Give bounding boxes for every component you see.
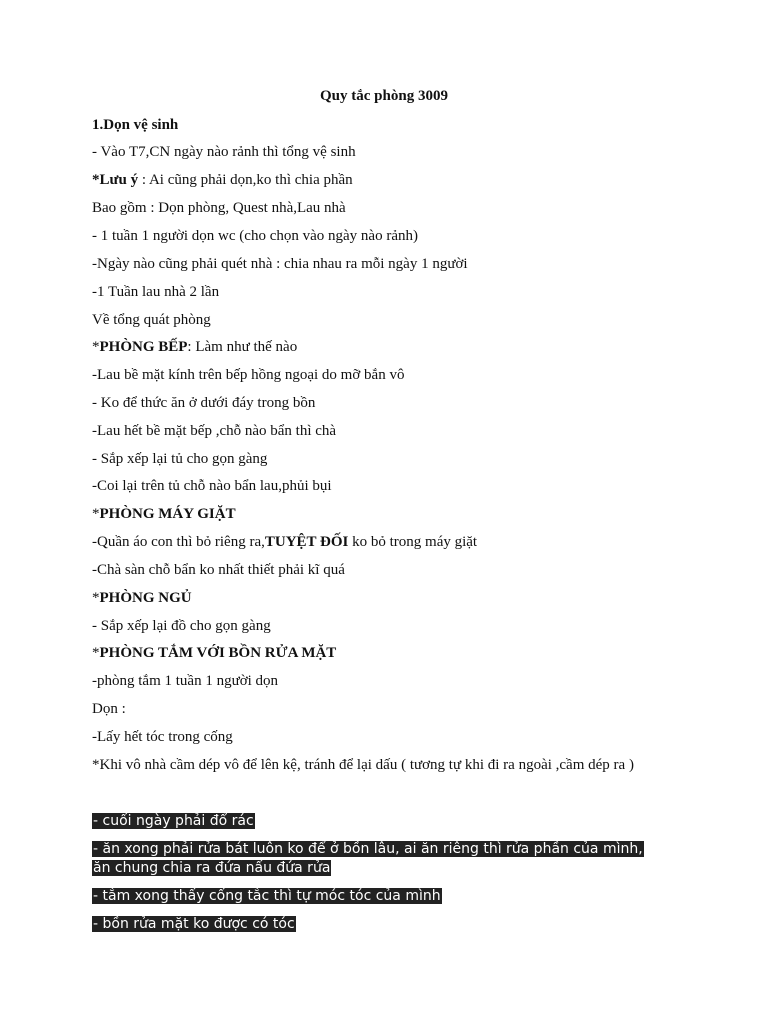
highlighted-rule [92,886,442,906]
highlighted-rule [92,811,255,831]
section-heading-kitchen [92,338,297,356]
highlighted-text: - cuối ngày phải đổ rác [93,813,254,829]
rule-line: -Lau bề mặt kính trên bếp hồng ngoại do mỡ bắn vô [92,367,405,383]
rule-line: - 1 tuần 1 người dọn wc (cho chọn vào ngày nào rảnh) [92,228,418,244]
note-text: : Ai cũng phải dọn,ko thì chia phần [138,172,353,188]
highlighted-rule [92,858,331,878]
highlighted-text: - ăn xong phải rửa bát luôn ko để ở bồn lâu, ai ăn riêng thì rửa phần của mình, [93,841,643,857]
rule-line: - Sắp xếp lại đồ cho gọn gàng [92,618,271,634]
bathroom-label: PHÒNG TẮM VỚI BỒN RỬA MẶT [99,645,337,661]
rule-line: Về tổng quát phòng [92,312,211,328]
rule-line: -Coi lại trên tủ chỗ nào bẩn lau,phủi bụi [92,478,332,494]
section-heading-bathroom [92,644,336,662]
section-heading-bedroom [92,589,192,607]
note-label: *Lưu ý [92,172,139,188]
rule-line: -Chà sàn chỗ bẩn ko nhất thiết phải kĩ quá [92,562,345,578]
bullet-star: * [92,645,100,661]
rule-line: - Ko để thức ăn ở dưới đáy trong bồn [92,395,316,411]
note-line [92,171,353,189]
highlighted-rule [92,914,296,934]
rule-line: -phòng tắm 1 tuần 1 người dọn [92,673,279,689]
rule-line: *Khi vô nhà cầm dép vô để lên kệ, tránh để lại dấu ( tương tự khi đi ra ngoài ,cầm dép ra ) [92,757,634,773]
rule-text: ko bỏ trong máy giặt [348,534,478,550]
kitchen-label: PHÒNG BẾP [99,339,188,355]
rule-line: -1 Tuần lau nhà 2 lần [92,284,220,300]
rule-line: Bao gồm : Dọn phòng, Quest nhà,Lau nhà [92,200,346,216]
highlighted-text: ăn chung chia ra đứa nấu đứa rửa [93,860,331,876]
rule-line: - Vào T7,CN ngày nào rảnh thì tổng vệ sinh [92,144,356,160]
rule-line: -Ngày nào cũng phải quét nhà : chia nhau ra mỗi ngày 1 người [92,256,468,272]
bullet-star: * [92,506,100,522]
kitchen-text: : Làm như thế nào [187,339,298,355]
highlighted-text: - bồn rửa mặt ko được có tóc [93,916,295,932]
section-heading-laundry [92,505,236,523]
rule-line: Dọn : [92,701,126,717]
bullet-star: * [92,590,100,606]
rule-line: -Lấy hết tóc trong cống [92,729,233,745]
section-heading-cleaning: 1.Dọn vệ sinh [92,117,179,133]
emphasis-text: TUYỆT ĐỐI [264,534,349,550]
highlighted-text: - tắm xong thấy cống tắc thì tự móc tóc của mình [93,888,441,904]
bedroom-label: PHÒNG NGỦ [99,590,192,606]
bullet-star: * [92,339,100,355]
rule-line: -Lau hết bề mặt bếp ,chỗ nào bẩn thì chà [92,423,337,439]
laundry-label: PHÒNG MÁY GIẶT [99,506,236,522]
rule-line [92,533,477,551]
highlighted-rule [92,839,644,859]
document-title: Quy tắc phòng 3009 [320,88,448,104]
rule-line: - Sắp xếp lại tủ cho gọn gàng [92,451,268,467]
rule-text: -Quần áo con thì bỏ riêng ra, [92,534,265,550]
